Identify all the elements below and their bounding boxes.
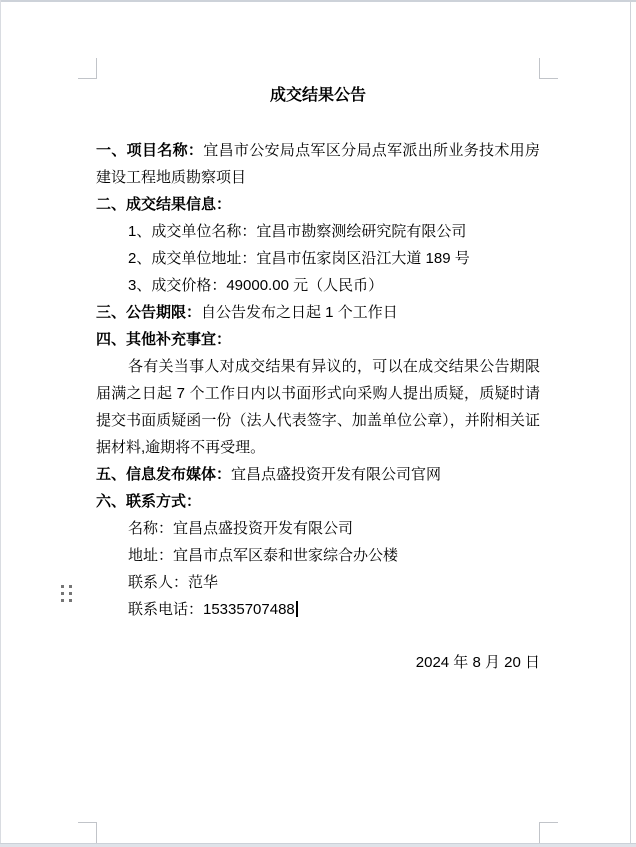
section-result-info-label: 二、成交结果信息： bbox=[96, 196, 232, 213]
contact-address-line: 地址：宜昌市点军区泰和世家综合办公楼 bbox=[128, 547, 399, 564]
drag-handle-dot bbox=[69, 599, 72, 602]
drag-handle-dot bbox=[61, 592, 64, 595]
result-item-price: 3、成交价格：49000.00 元（人民币） bbox=[128, 277, 384, 294]
page-left-edge bbox=[0, 0, 1, 843]
other-matters-paragraph: 各有关当事人对成交结果有异议的，可以在成交结果公告期限届满之日起 7 个工作日内以书面形式向采购人提出质疑，质疑时请提交书面质疑函一份（法人代表签字、加盖单位公章），并附相关证据材料,逾期将不再受理。 bbox=[96, 358, 540, 456]
document-date: 2024 年 8 月 20 日 bbox=[415, 654, 540, 671]
contact-person-line: 联系人：范华 bbox=[128, 574, 219, 591]
page-top-edge bbox=[0, 0, 636, 2]
margin-crop-mark-top-right bbox=[539, 58, 558, 79]
page-bottom-edge bbox=[0, 843, 636, 847]
section-announcement-period-label: 三、公告期限： bbox=[96, 304, 202, 321]
contact-phone-line bbox=[96, 596, 540, 623]
drag-handle-dot bbox=[69, 585, 72, 588]
drag-handle-dot bbox=[61, 585, 64, 588]
contact-phone-text: 联系电话：15335707488 bbox=[128, 601, 295, 618]
text-cursor bbox=[296, 601, 298, 617]
section-publish-media-text: 宜昌点盛投资开发有限公司官网 bbox=[231, 466, 442, 483]
drag-handle-dot bbox=[61, 599, 64, 602]
page-right-edge bbox=[630, 0, 631, 843]
section-project-name-label: 一、项目名称： bbox=[96, 142, 204, 159]
result-item-supplier-address: 2、成交单位地址：宜昌市伍家岗区沿江大道 189 号 bbox=[128, 250, 470, 267]
document-content[interactable] bbox=[96, 86, 540, 676]
result-item-supplier-name: 1、成交单位名称：宜昌市勘察测绘研究院有限公司 bbox=[128, 223, 467, 240]
section-announcement-period-text: 自公告发布之日起 1 个工作日 bbox=[201, 304, 398, 321]
margin-crop-mark-bottom-left bbox=[78, 822, 97, 843]
section-result-info-heading bbox=[96, 191, 540, 218]
section-other-matters-label: 四、其他补充事宜： bbox=[96, 331, 232, 348]
section-contact-label: 六、联系方式： bbox=[96, 493, 202, 510]
section-other-matters-heading bbox=[96, 326, 540, 353]
section-contact-heading bbox=[96, 488, 540, 515]
section-project-name bbox=[96, 137, 540, 191]
drag-handle-dot bbox=[69, 592, 72, 595]
margin-crop-mark-bottom-right bbox=[539, 822, 558, 843]
section-publish-media bbox=[96, 461, 540, 488]
contact-name-line: 名称：宜昌点盛投资开发有限公司 bbox=[128, 520, 354, 537]
section-publish-media-label: 五、信息发布媒体： bbox=[96, 466, 232, 483]
document-title: 成交结果公告 bbox=[269, 87, 366, 104]
section-project-name-text: 宜昌市公安局点军区分局点军派出所业务技术用房建设工程地质勘察项目 bbox=[96, 142, 540, 186]
margin-crop-mark-top-left bbox=[78, 58, 97, 79]
drag-handle-icon[interactable] bbox=[61, 585, 72, 602]
section-announcement-period bbox=[96, 299, 540, 326]
